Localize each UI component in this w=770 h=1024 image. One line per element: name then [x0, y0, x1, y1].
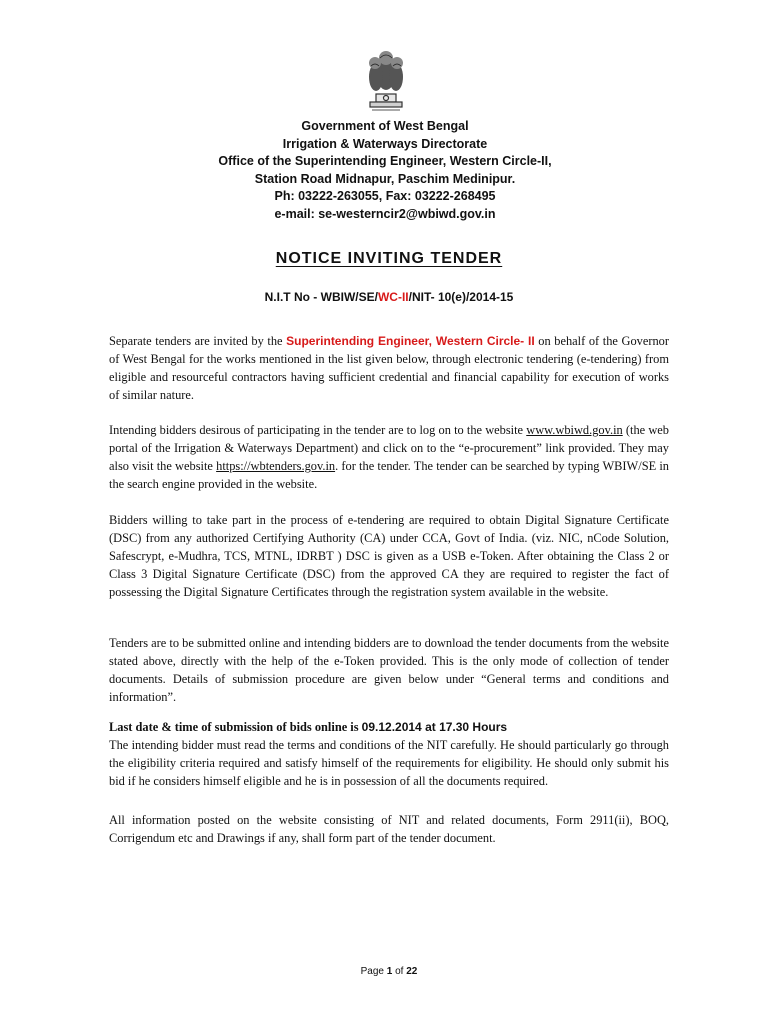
national-emblem-icon — [358, 44, 414, 114]
wbiwd-website-link[interactable]: www.wbiwd.gov.in — [526, 423, 623, 437]
deadline-lead: Last date & time of submission of bids online is — [109, 720, 362, 734]
deadline-instructions: The intending bidder must read the terms and conditions of the NIT carefully. He should particularly go through the eligibility criteria required and satisfy himself of the requirements for eligibility. He should only submit his bid if he considers himself eligible and he is in possession of all the documents required. — [109, 738, 669, 788]
superintending-engineer-highlight: Superintending Engineer — [286, 334, 429, 348]
page-number: 1 — [386, 966, 393, 977]
letterhead-office: Office of the Superintending Engineer, Western Circle-II, — [218, 154, 552, 168]
deadline-line — [109, 718, 669, 736]
para2-text-b: (the web portal of the Irrigation & Waterways Department) and click on to the “e-procurement” link provided. They may also visit the website — [109, 423, 670, 473]
page-footer — [0, 966, 770, 977]
para1-text-b: on behalf of the Governor of West Bengal for the works mentioned in the list given below, through electronic tendering (e-tendering) from eligible and resourceful contractors having sufficient credential and financial capability for execution of works of similar nature. — [109, 334, 670, 402]
wbtenders-website-link[interactable]: https://wbtenders.gov.in — [216, 459, 336, 473]
letterhead — [0, 118, 770, 223]
paragraph-invitation — [109, 332, 669, 404]
document-title — [0, 250, 770, 268]
paragraph-deadline — [109, 718, 669, 790]
nit-prefix: N.I.T No - WBIW/SE/ — [264, 290, 378, 304]
nit-circle-code: WC-II — [377, 290, 409, 304]
paragraph-documents: All information posted on the website consisting of NIT and related documents, Form 2911(ii), BOQ, Corrigendum etc and Drawings if any, shall form part of the tender document. — [109, 813, 669, 845]
document-title-text: NOTICE INVITING TENDER — [275, 250, 503, 267]
nit-suffix: /NIT- 10(e)/2014-15 — [408, 290, 514, 304]
paragraph-website — [109, 421, 669, 493]
letterhead-phone: Ph: 03222-263055, Fax: 03222-268495 — [274, 189, 496, 203]
letterhead-government: Government of West Bengal — [301, 119, 469, 133]
letterhead-email: e-mail: se-westerncir2@wbiwd.gov.in — [274, 206, 496, 221]
paragraph-dsc: Bidders willing to take part in the process of e-tendering are required to obtain Digital Signature Certificate (DSC) from any authorized Certifying Authority (CA) under CCA, Govt of India. (viz. NIC, nCode Solution, Safescrypt, e-Mudhra, TCS, MTNL, IDRBT ) DSC is given as a USB e-Token. After obtaining the Class 2 or Class 3 Digital Signature Certificate (DSC) from the approved CA they are required to register the fact of possessing the Digital Signature Certificates through the registration system available in the website. — [109, 513, 669, 599]
paragraph-submission: Tenders are to be submitted online and intending bidders are to download the tender documents from the website stated above, directly with the help of the e-Token provided. This is the only mode of collection of tender documents. Details of submission procedure are given below under “General terms and conditions and information”. — [109, 636, 669, 704]
letterhead-directorate: Irrigation & Waterways Directorate — [282, 136, 488, 151]
page-label: Page — [360, 966, 387, 977]
page-total: 22 — [406, 966, 418, 977]
nit-number — [0, 290, 770, 304]
of-label: of — [392, 966, 407, 977]
para1-comma: , — [428, 334, 436, 348]
deadline-datetime: 09.12.2014 at 17.30 Hours — [361, 720, 508, 734]
para1-text-a: Separate tenders are invited by the — [109, 334, 287, 348]
letterhead-address: Station Road Midnapur, Paschim Medinipur. — [254, 171, 516, 186]
western-circle-highlight: Western Circle- II — [435, 334, 535, 348]
para2-text-a: Intending bidders desirous of participating in the tender are to log on to the website — [109, 423, 527, 437]
para2-text-c: . for the tender. The tender can be searched by typing WBIW/SE in the search engine provided in the website. — [109, 459, 669, 491]
